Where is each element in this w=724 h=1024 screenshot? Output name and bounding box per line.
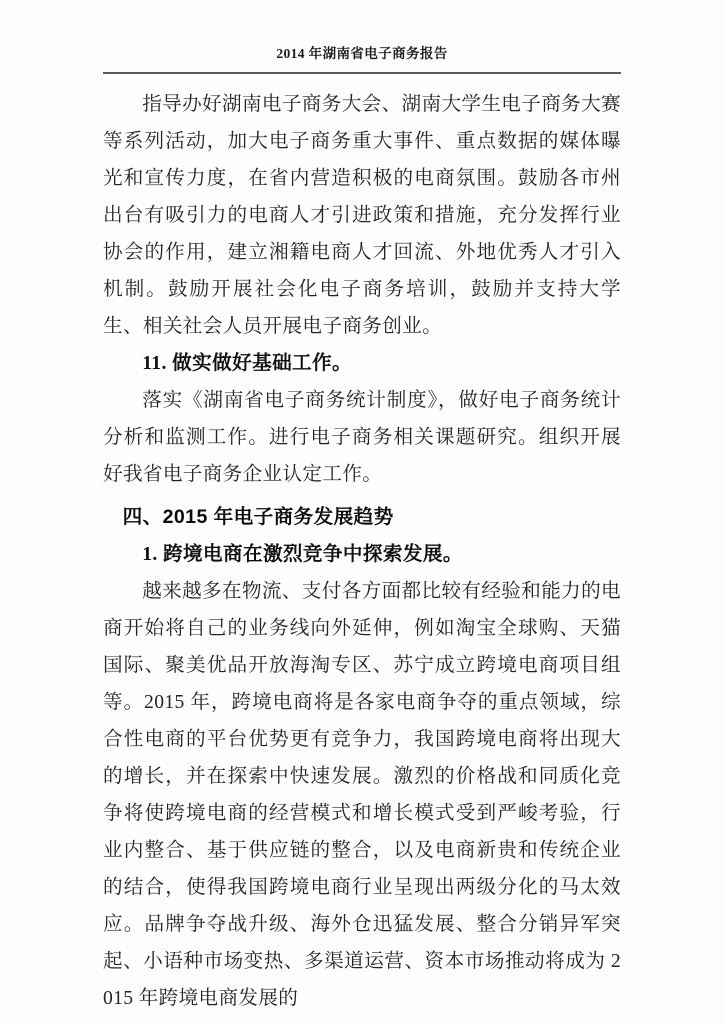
running-header-title: 2014 年湖南省电子商务报告	[276, 46, 448, 61]
page-content-column	[103, 0, 621, 1024]
heading-section-four: 四、2015 年电子商务发展趋势	[122, 506, 394, 528]
paragraph-cross-border-ecommerce: 越来越多在物流、支付各方面都比较有经验和能力的电商开始将自己的业务线向外延伸，例如淘宝全球购、天猫国际、聚美优品开放海淘专区、苏宁成立跨境电商项目组等。2015 年，跨境电商将是各家电商争夺的重点领域，综合性电商的平台优势更有竞争力，我国跨境电商将出现大的增长，并在探索中快速发展。激烈的价格战和同质化竞争将使跨境电商的经营模式和增长模式受到严峻考验，行业内整合、基于供应链的整合，以及电商新贵和传统企业的结合，使得我国跨境电商行业呈现出两级分化的马太效应。品牌争夺战升级、海外仓迅猛发展、整合分销异军突起、小语种市场变热、多渠道运营、资本市场推动将成为 2015 年跨境电商发展的	[103, 581, 621, 1009]
running-header	[103, 45, 621, 63]
paragraph-continued-promotion: 指导办好湖南电子商务大会、湖南大学生电子商务大赛等系列活动，加大电子商务重大事件、重点数据的媒体曝光和宣传力度，在省内营造积极的电商氛围。鼓励各市州出台有吸引力的电商人才引进政策和措施，充分发挥行业协会的作用，建立湘籍电商人才回流、外地优秀人才引入机制。鼓励开展社会化电子商务培训，鼓励并支持大学生、相关社会人员开展电子商务创业。	[103, 94, 621, 337]
document-body	[103, 86, 621, 1017]
paragraph-item-11-body: 落实《湖南省电子商务统计制度》，做好电子商务统计分析和监测工作。进行电子商务相关课题研究。组织开展好我省电子商务企业认定工作。	[103, 390, 621, 485]
heading-item-11: 11. 做实做好基础工作。	[142, 353, 353, 374]
header-divider-rule	[103, 72, 621, 74]
heading-subsection-4-1: 1. 跨境电商在激烈竞争中探索发展。	[142, 544, 463, 565]
